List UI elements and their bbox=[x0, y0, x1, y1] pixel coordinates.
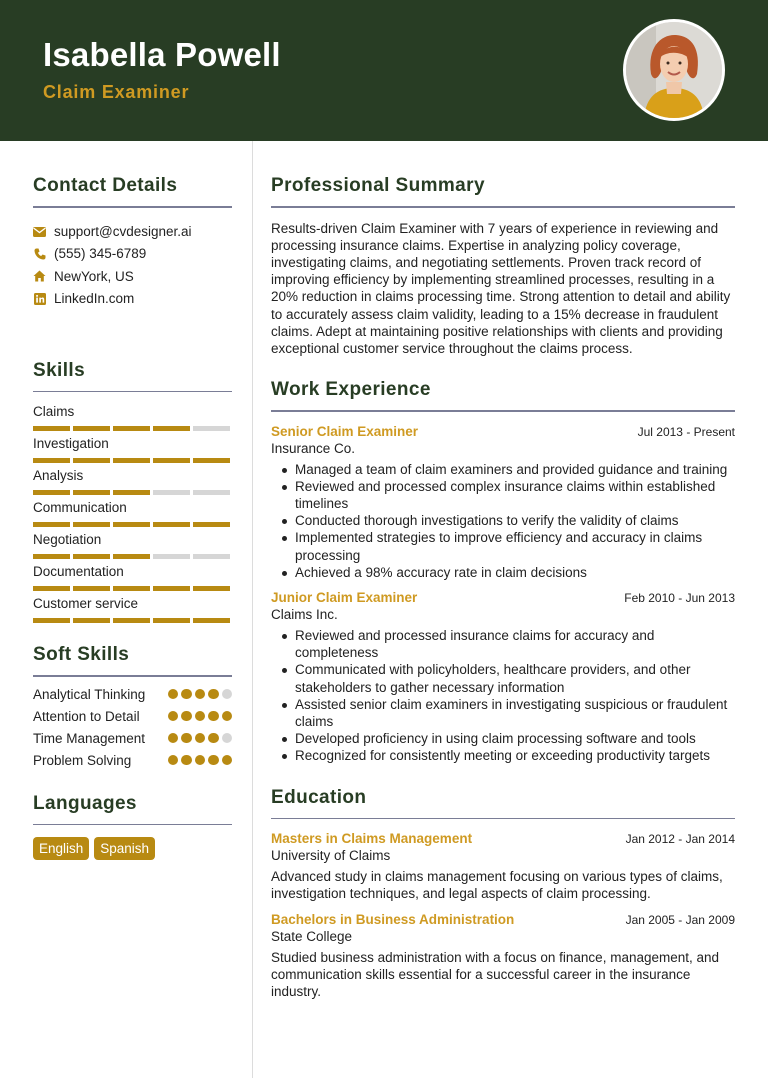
column-divider bbox=[252, 141, 253, 1078]
rating-dot bbox=[181, 733, 192, 744]
education-entry bbox=[271, 831, 735, 902]
soft-skills-section bbox=[33, 644, 232, 769]
skill-level-segment bbox=[153, 618, 190, 623]
skill-level-segment bbox=[153, 490, 190, 495]
phone-icon bbox=[33, 247, 46, 260]
skill-row bbox=[33, 468, 232, 500]
education-title: Education bbox=[271, 786, 367, 808]
rating-dot bbox=[208, 755, 219, 766]
job-date: Feb 2010 - Jun 2013 bbox=[624, 591, 735, 606]
skill-level-segment bbox=[193, 522, 230, 527]
job-entry bbox=[271, 424, 735, 581]
soft-skills-list bbox=[33, 686, 232, 769]
section-rule bbox=[271, 410, 735, 412]
soft-skill-label: Analytical Thinking bbox=[33, 686, 146, 702]
soft-skill-row bbox=[33, 752, 232, 769]
skill-level-bar bbox=[33, 458, 230, 463]
rating-dot bbox=[208, 733, 219, 744]
contact-phone[interactable] bbox=[33, 243, 232, 265]
skill-level-segment bbox=[193, 458, 230, 463]
language-badge: English bbox=[33, 837, 89, 860]
rating-dot bbox=[195, 733, 206, 744]
rating-dot bbox=[208, 711, 219, 722]
contact-email-text: support@cvdesigner.ai bbox=[54, 224, 192, 240]
skill-row bbox=[33, 532, 232, 564]
degree-description: Advanced study in claims management focusing on various types of claims, investigation techniques, and legal aspects of claim processing. bbox=[271, 869, 723, 902]
skill-level-segment bbox=[113, 490, 150, 495]
skill-row bbox=[33, 596, 232, 628]
job-title: Junior Claim Examiner bbox=[271, 590, 418, 606]
skill-level-segment bbox=[113, 426, 150, 431]
job-bullet: Managed a team of claim examiners and provided guidance and training bbox=[295, 461, 735, 478]
contact-list bbox=[33, 221, 232, 310]
skill-level-segment bbox=[73, 554, 110, 559]
rating-dot bbox=[195, 755, 206, 766]
skills-title: Skills bbox=[33, 359, 86, 381]
job-bullet: Reviewed and processed insurance claims for accuracy and completeness bbox=[295, 627, 735, 661]
job-bullet: Conducted thorough investigations to verify the validity of claims bbox=[295, 512, 735, 529]
rating-dot bbox=[168, 733, 179, 744]
contact-title: Contact Details bbox=[33, 175, 178, 196]
skill-level-bar bbox=[33, 554, 230, 559]
skill-level-segment bbox=[153, 458, 190, 463]
language-badge: Spanish bbox=[94, 837, 155, 860]
skill-level-segment bbox=[73, 426, 110, 431]
skills-list bbox=[33, 404, 232, 628]
job-date: Jul 2013 - Present bbox=[637, 424, 735, 439]
job-entry bbox=[271, 590, 735, 765]
soft-skill-rating bbox=[168, 711, 233, 722]
job-bullet: Achieved a 98% accuracy rate in claim decisions bbox=[295, 564, 735, 581]
skill-label: Communication bbox=[33, 500, 127, 516]
rating-dot bbox=[181, 711, 192, 722]
skill-label: Customer service bbox=[33, 596, 139, 612]
section-rule bbox=[33, 824, 232, 826]
soft-skill-label: Time Management bbox=[33, 730, 146, 746]
school-name: University of Claims bbox=[271, 848, 391, 864]
skill-level-segment bbox=[33, 522, 70, 527]
education-section bbox=[271, 787, 735, 1001]
rating-dot bbox=[222, 689, 233, 700]
skill-level-segment bbox=[193, 618, 230, 623]
candidate-name: Isabella Powell bbox=[43, 36, 281, 73]
languages-title: Languages bbox=[33, 792, 137, 814]
rating-dot bbox=[168, 711, 179, 722]
skill-level-segment bbox=[113, 458, 150, 463]
soft-skill-rating bbox=[168, 733, 233, 744]
skill-level-segment bbox=[33, 458, 70, 463]
job-bullet: Implemented strategies to improve efficiency and accuracy in claims processing bbox=[295, 529, 735, 563]
soft-skills-title: Soft Skills bbox=[33, 644, 130, 666]
skill-level-segment bbox=[73, 490, 110, 495]
section-rule bbox=[33, 675, 232, 677]
soft-skill-row bbox=[33, 708, 232, 725]
skill-level-segment bbox=[73, 586, 110, 591]
skill-level-segment bbox=[153, 426, 190, 431]
skill-label: Claims bbox=[33, 404, 75, 420]
contact-phone-text: (555) 345-6789 bbox=[54, 246, 147, 262]
job-bullet: Assisted senior claim examiners in investigating suspicious or fraudulent claims bbox=[295, 696, 735, 730]
skill-row bbox=[33, 436, 232, 468]
rating-dot bbox=[222, 711, 233, 722]
skill-level-segment bbox=[153, 554, 190, 559]
left-column bbox=[33, 141, 232, 860]
contact-linkedin[interactable] bbox=[33, 287, 232, 309]
skill-level-bar bbox=[33, 490, 230, 495]
languages-list bbox=[33, 837, 232, 860]
rating-dot bbox=[222, 755, 233, 766]
skill-label: Documentation bbox=[33, 564, 124, 580]
skill-level-segment bbox=[73, 458, 110, 463]
section-rule bbox=[33, 206, 232, 208]
degree-description: Studied business administration with a focus on finance, management, and communication skills essential for a successful career in the insurance industry. bbox=[271, 949, 720, 999]
experience-title: Work Experience bbox=[271, 379, 431, 401]
job-company: Claims Inc. bbox=[271, 607, 338, 623]
job-bullet: Recognized for consistently meeting or exceeding productivity targets bbox=[295, 747, 735, 764]
skill-level-segment bbox=[113, 618, 150, 623]
contact-section bbox=[33, 175, 232, 310]
skill-level-segment bbox=[113, 522, 150, 527]
job-bullet: Communicated with policyholders, healthcare providers, and other stakeholders to gather necessary information bbox=[295, 661, 735, 695]
right-column bbox=[271, 141, 735, 1000]
job-company: Insurance Co. bbox=[271, 440, 356, 456]
skill-level-segment bbox=[193, 586, 230, 591]
summary-section bbox=[271, 175, 735, 357]
job-bullet: Reviewed and processed complex insurance claims within established timelines bbox=[295, 478, 735, 512]
rating-dot bbox=[222, 733, 233, 744]
resume-header bbox=[0, 0, 768, 141]
skill-level-segment bbox=[193, 490, 230, 495]
skill-label: Investigation bbox=[33, 436, 109, 452]
rating-dot bbox=[181, 689, 192, 700]
soft-skill-rating bbox=[168, 689, 233, 700]
section-rule bbox=[271, 206, 735, 208]
languages-section bbox=[33, 793, 232, 861]
degree-date: Jan 2005 - Jan 2009 bbox=[625, 912, 735, 927]
skill-level-segment bbox=[153, 522, 190, 527]
skill-level-segment bbox=[33, 426, 70, 431]
rating-dot bbox=[181, 755, 192, 766]
skill-level-bar bbox=[33, 522, 230, 527]
rating-dot bbox=[168, 689, 179, 700]
summary-title: Professional Summary bbox=[271, 175, 485, 196]
skill-label: Negotiation bbox=[33, 532, 102, 548]
soft-skill-label: Problem Solving bbox=[33, 752, 132, 768]
rating-dot bbox=[208, 689, 219, 700]
skill-level-segment bbox=[153, 586, 190, 591]
skill-level-segment bbox=[193, 554, 230, 559]
skills-section bbox=[33, 360, 232, 629]
skill-row bbox=[33, 564, 232, 596]
envelope-icon bbox=[33, 225, 46, 238]
candidate-role: Claim Examiner bbox=[43, 82, 190, 102]
soft-skill-label: Attention to Detail bbox=[33, 708, 140, 724]
linkedin-icon bbox=[33, 292, 46, 305]
skill-level-segment bbox=[33, 490, 70, 495]
rating-dot bbox=[195, 689, 206, 700]
skill-level-bar bbox=[33, 426, 230, 431]
profile-photo-image bbox=[626, 22, 722, 118]
contact-linkedin-text: LinkedIn.com bbox=[54, 291, 135, 307]
experience-section bbox=[271, 379, 735, 765]
skill-level-segment bbox=[113, 586, 150, 591]
school-name: State College bbox=[271, 928, 353, 944]
soft-skill-rating bbox=[168, 755, 233, 766]
job-bullet: Developed proficiency in using claim processing software and tools bbox=[295, 730, 735, 747]
rating-dot bbox=[195, 711, 206, 722]
skill-level-segment bbox=[33, 618, 70, 623]
home-icon bbox=[33, 270, 46, 283]
contact-location-text: NewYork, US bbox=[54, 268, 134, 284]
profile-photo bbox=[623, 19, 725, 121]
skill-level-bar bbox=[33, 586, 230, 591]
skill-row bbox=[33, 500, 232, 532]
degree-title: Bachelors in Business Administration bbox=[271, 911, 515, 927]
contact-location bbox=[33, 265, 232, 287]
contact-email[interactable] bbox=[33, 221, 232, 243]
job-bullets bbox=[271, 461, 735, 581]
skill-level-segment bbox=[73, 522, 110, 527]
rating-dot bbox=[168, 755, 179, 766]
skill-level-segment bbox=[33, 554, 70, 559]
skill-level-segment bbox=[73, 618, 110, 623]
skill-label: Analysis bbox=[33, 468, 84, 484]
skill-row bbox=[33, 404, 232, 436]
skill-level-bar bbox=[33, 618, 230, 623]
skill-level-segment bbox=[33, 586, 70, 591]
degree-title: Masters in Claims Management bbox=[271, 831, 473, 847]
job-title: Senior Claim Examiner bbox=[271, 423, 419, 439]
skill-level-segment bbox=[113, 554, 150, 559]
section-rule bbox=[271, 818, 735, 820]
soft-skill-row bbox=[33, 686, 232, 703]
skill-level-segment bbox=[193, 426, 230, 431]
degree-date: Jan 2012 - Jan 2014 bbox=[625, 832, 735, 847]
education-entry bbox=[271, 912, 735, 1001]
soft-skill-row bbox=[33, 730, 232, 747]
job-bullets bbox=[271, 627, 735, 765]
summary-text: Results-driven Claim Examiner with 7 years of experience in reviewing and processing insurance claims. Expertise in analyzing policy coverage, investigating claims, and negotiating settlements. Proven track record of improving efficiency by implementing streamlined processes, resulting in a 20% reduction in claims processing time. Strong attention to detail and ability to accurately assess claim validity, leading to a 15% decrease in fraudulent claims. Adept at maintaining positive relationships with clients and providing exceptional customer service throughout the claims process. bbox=[271, 220, 731, 356]
section-rule bbox=[33, 391, 232, 393]
